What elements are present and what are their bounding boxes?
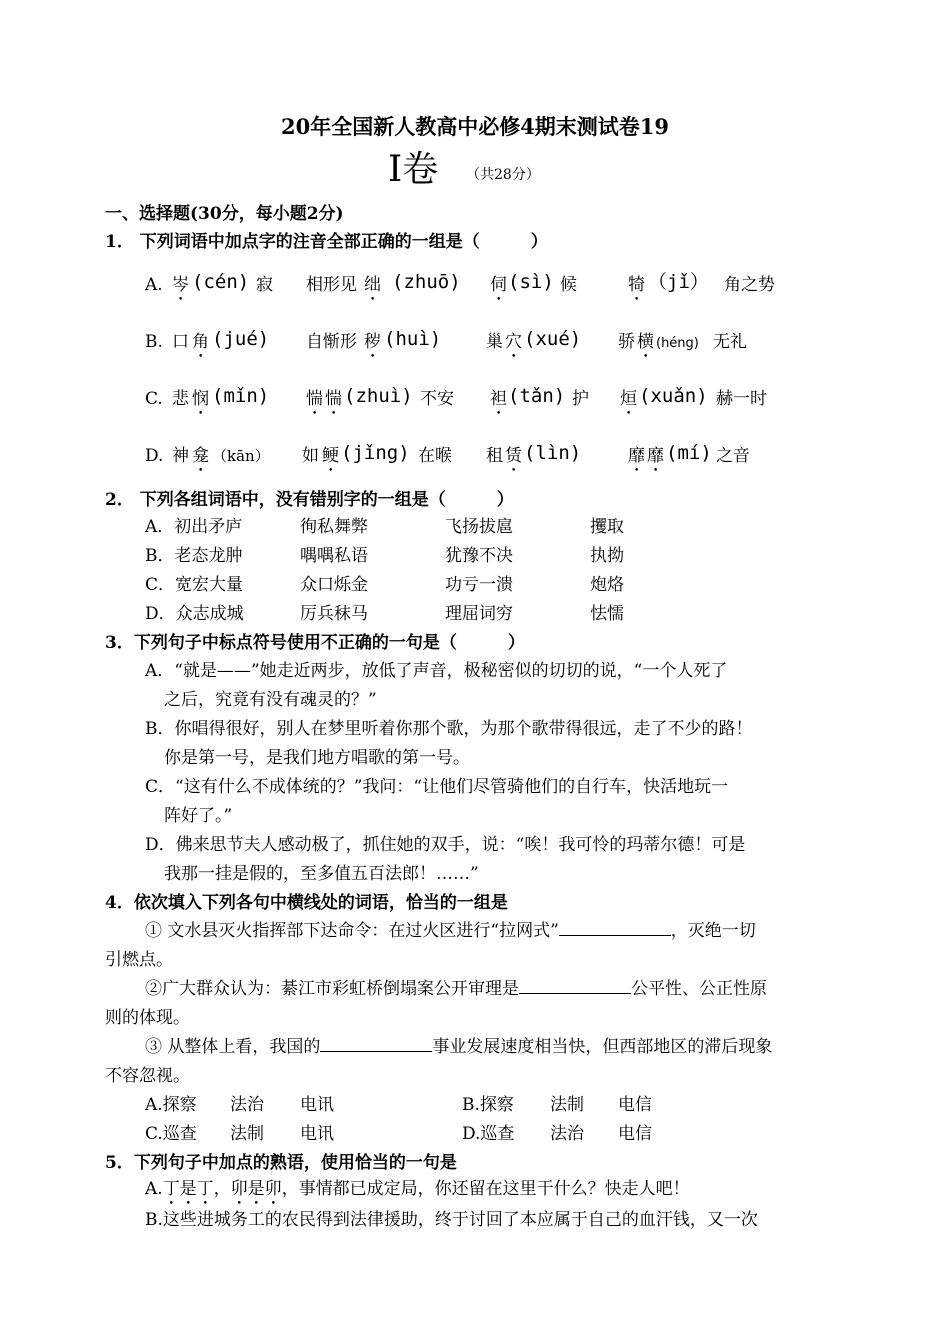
q3-option-c: C．“这有什么不成体统的？”我问：“让他们尽管骑他们的自行车，快活地玩一	[145, 777, 729, 797]
q4-sentence-1-cont: 引燃点。	[105, 950, 173, 970]
q3-option-d-cont: 我那一挂是假的，至多值五百法郎！……”	[164, 864, 479, 884]
q3-stem: 3．下列句子中标点符号使用不正确的一句是（ ）	[105, 633, 525, 653]
q4-sentence-1: ① 文水县灭火指挥部下达命令：在过火区进行“拉网式” ，灭绝一切	[145, 921, 756, 941]
q3-option-b: B．你唱得很好，别人在梦里听着你那个歌，为那个歌带得很远，走了不少的路！	[145, 719, 753, 739]
volume-label: Ⅰ卷	[388, 149, 439, 190]
q2-stem: 2． 下列各组词语中，没有错别字的一组是（ ）	[105, 490, 514, 510]
exam-page: 20年全国新人教高中必修4期末测试卷19 Ⅰ卷 （共28分） 一、选择题(30分，每小题2分) 1． 下列词语中加点字的注音全部正确的一组是（ ） A. 岑 (cén) 寂 相形见 绌 (zhuō) 伺 (sì) 候 犄 （jǐ） 角之势 B. 口 角 (jué) 自惭形 秽 (huì) 巢 穴 (xué) 骄 横 (héng) 无礼 C. 悲 悯 (mǐn) 惴 惴 (zhuì) 不安 袒 (tǎn) 护 烜 (xuǎn) 赫一时 D. 神 龛 （kān） 如 鲠 (jǐng) 在喉 租 赁 (lìn) 靡 靡 (mí) 之音 2． 下列各组词语中，没有错别字的一组是（ ） A．初出矛庐 徇私舞弊 飞扬拔扈 攫取 B．老态龙肿 喁喁私语 犹豫不决 执拗 C．宽宏大量 众口烁金 功亏一溃 炮烙 D．众志成城 厉兵秣马 理屈词穷 怯懦 3．下列句子中标点符号使用不正确的一句是（ ） A．“就是——”她走近两步，放低了声音，极秘密似的切切的说，“一个人死了 之后，究竟有没有魂灵的？” B．你唱得很好，别人在梦里听着你那个歌，为那个歌带得很远，走了不少的路！ 你是第一号，是我们地方唱歌的第一号。 C．“这有什么不成体统的？”我问：“让他们尽管骑他们的自行车，快活地玩一 阵好了。” D．佛来思节夫人感动极了，抓住她的双手，说：“唉！我可怜的玛蒂尔德！可是 我那一挂是假的，至多值五百法郎！……” 4．依次填入下列各句中横线处的词语，恰当的一组是 ① 文水县灭火指挥部下达命令：在过火区进行“拉网式” ，灭绝一切 引燃点。 ②广大群众认为：綦江市彩虹桥倒塌案公开审理是 公平性、公正性原 则的体现。 ③ 从整体上看，我国的 事业发展速度相当快，但西部地区的滞后现象 不容忽视。 A.探察 法治 电讯 B.探察 法制 电信 C.巡查 法制 电讯 D.巡查 法治 电信 5．下列句子中加点的熟语，使用恰当的一句是 A.丁是丁，卯是卯，事情都已成定局，你还留在这里干什么？快走人吧！ B.这些进城务工的农民得到法律援助，终于讨回了本应属于自己的血汗钱，又一次	[0, 0, 950, 1342]
dotted-idiom: 丁是丁，卯是卯	[162, 1179, 282, 1199]
q5-option-b: B.这些进城务工的农民得到法律援助，终于讨回了本应属于自己的血汗钱，又一次	[145, 1210, 758, 1230]
q3-option-a: A．“就是——”她走近两步，放低了声音，极秘密似的切切的说，“一个人死了	[145, 661, 728, 681]
q3-option-b-cont: 你是第一号，是我们地方唱歌的第一号。	[164, 748, 470, 768]
q4-sentence-3: ③ 从整体上看，我国的 事业发展速度相当快，但西部地区的滞后现象	[145, 1037, 773, 1057]
fill-blank	[320, 1037, 432, 1052]
q5-stem: 5．下列句子中加点的熟语，使用恰当的一句是	[105, 1153, 457, 1173]
fill-blank	[519, 979, 631, 994]
exam-title: 20年全国新人教高中必修4期末测试卷19	[280, 114, 670, 139]
q3-option-c-cont: 阵好了。”	[164, 806, 233, 826]
q4-sentence-2-cont: 则的体现。	[105, 1008, 190, 1028]
q1-stem: 1． 下列词语中加点字的注音全部正确的一组是（ ）	[105, 232, 548, 252]
fill-blank	[559, 921, 671, 936]
q3-option-a-cont: 之后，究竟有没有魂灵的？”	[164, 690, 377, 710]
q4-stem: 4．依次填入下列各句中横线处的词语，恰当的一组是	[105, 893, 508, 913]
q3-option-d: D．佛来思节夫人感动极了，抓住她的双手，说：“唉！我可怜的玛蒂尔德！可是	[145, 835, 746, 855]
volume-score: （共28分）	[466, 167, 540, 183]
q4-sentence-3-cont: 不容忽视。	[105, 1066, 190, 1086]
q4-sentence-2: ②广大群众认为：綦江市彩虹桥倒塌案公开审理是 公平性、公正性原	[145, 979, 767, 999]
section-heading: 一、选择题(30分，每小题2分)	[105, 204, 344, 224]
q5-option-a: A.丁是丁，卯是卯，事情都已成定局，你还留在这里干什么？快走人吧！	[145, 1179, 690, 1199]
